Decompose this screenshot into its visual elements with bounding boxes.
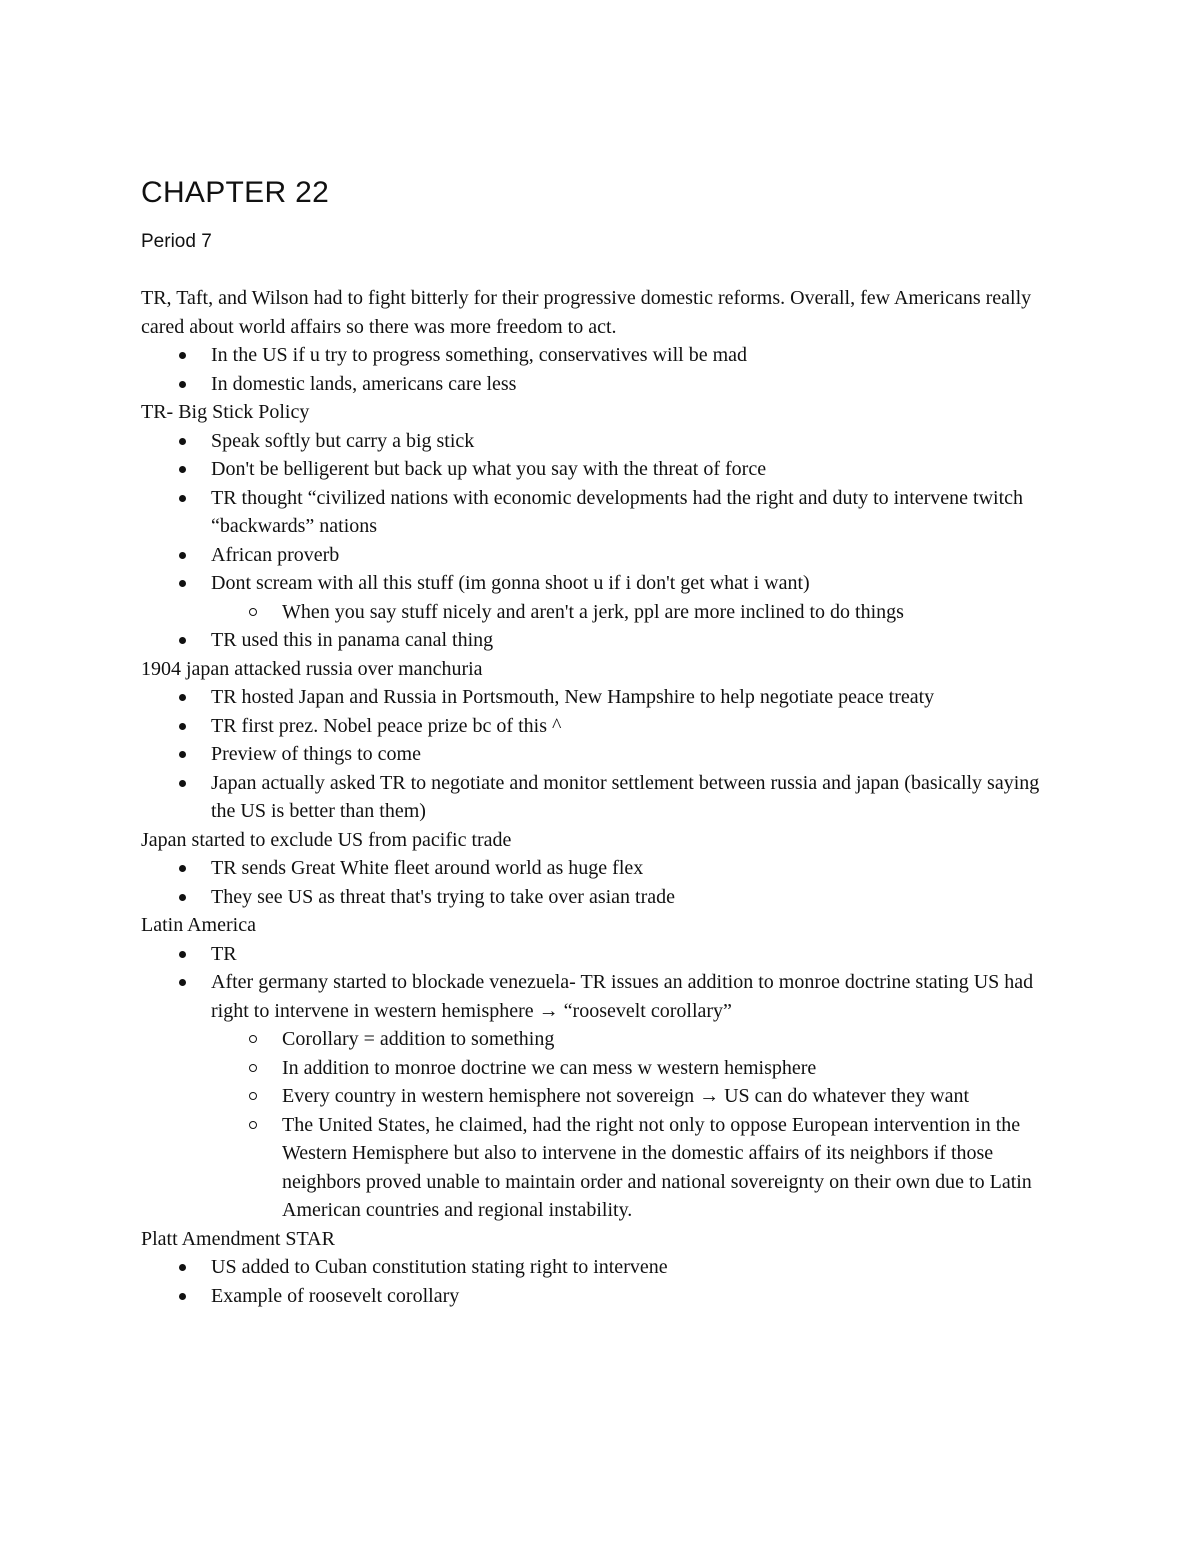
- list-item: TR hosted Japan and Russia in Portsmouth, New Hampshire to help negotiate peace treaty: [141, 683, 1051, 712]
- notes-body: [141, 284, 1051, 1310]
- bullet-list-big-stick: [141, 427, 1051, 655]
- sub-list-item: The United States, he claimed, had the right not only to oppose European intervention in the Western Hemisphere but also to intervene in the domestic affairs of its neighbors if those neighbors proved unable to maintain order and national sovereignty on their own due to Latin American countries and regional instability.: [141, 1111, 1051, 1225]
- intro-bullet-list: [141, 341, 1051, 398]
- sub-list-item: Every country in western hemisphere not sovereign → US can do whatever they want: [141, 1082, 1051, 1111]
- section-heading-1904: 1904 japan attacked russia over manchuria: [141, 657, 483, 680]
- bullet-list-platt-amendment: [141, 1253, 1051, 1310]
- sub-list-item: When you say stuff nicely and aren't a jerk, ppl are more inclined to do things: [141, 598, 1051, 627]
- sub-list-item: Corollary = addition to something: [141, 1025, 1051, 1054]
- bullet-list-japan-trade: [141, 854, 1051, 911]
- list-item: Dont scream with all this stuff (im gonna shoot u if i don't get what i want): [141, 569, 1051, 598]
- section-heading-big-stick: TR- Big Stick Policy: [141, 401, 310, 423]
- list-item: Speak softly but carry a big stick: [141, 427, 1051, 456]
- list-item: In the US if u try to progress something, conservatives will be mad: [141, 341, 1051, 370]
- list-item: African proverb: [141, 541, 1051, 570]
- intro-paragraph: TR, Taft, and Wilson had to fight bitterly for their progressive domestic reforms. Overall, few Americans really cared about world affairs so there was more freedom to act.: [141, 287, 1032, 338]
- section-heading-latin-america: Latin America: [141, 914, 256, 936]
- list-item: Japan actually asked TR to negotiate and monitor settlement between russia and japan (basically saying the US is better than them): [141, 769, 1051, 826]
- chapter-title: CHAPTER 22: [141, 176, 330, 209]
- section-heading-platt-amendment: Platt Amendment STAR: [141, 1227, 335, 1250]
- section-heading-japan-trade: Japan started to exclude US from pacific trade: [141, 828, 512, 851]
- sub-list-item: In addition to monroe doctrine we can mess w western hemisphere: [141, 1054, 1051, 1083]
- period-label: Period 7: [141, 231, 212, 252]
- list-item: Don't be belligerent but back up what you say with the threat of force: [141, 455, 1051, 484]
- list-item: TR: [141, 940, 1051, 969]
- list-item: TR first prez. Nobel peace prize bc of this ^: [141, 712, 1051, 741]
- list-item: TR used this in panama canal thing: [141, 626, 1051, 655]
- list-item: TR thought “civilized nations with economic developments had the right and duty to intervene twitch “backwards” nations: [141, 484, 1051, 541]
- list-item: They see US as threat that's trying to take over asian trade: [141, 883, 1051, 912]
- list-item: TR sends Great White fleet around world as huge flex: [141, 854, 1051, 883]
- list-item: Example of roosevelt corollary: [141, 1282, 1051, 1311]
- list-item: After germany started to blockade venezuela- TR issues an addition to monroe doctrine stating US had right to intervene in western hemisphere → “roosevelt corollary”: [141, 968, 1051, 1025]
- bullet-list-1904: [141, 683, 1051, 826]
- list-item: Preview of things to come: [141, 740, 1051, 769]
- list-item: In domestic lands, americans care less: [141, 370, 1051, 399]
- list-item: US added to Cuban constitution stating right to intervene: [141, 1253, 1051, 1282]
- bullet-list-latin-america: [141, 940, 1051, 1225]
